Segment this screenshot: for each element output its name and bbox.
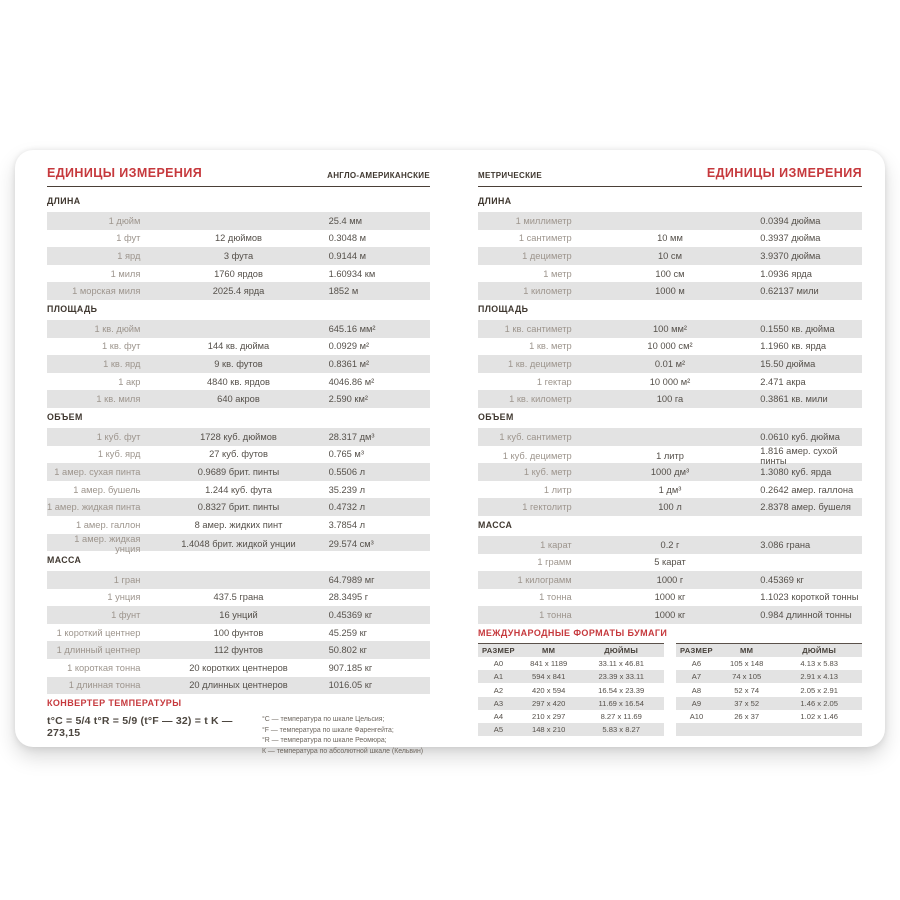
unit-cell: 1 кв. сантиметр	[504, 323, 572, 334]
mm-header-cell: ММ	[740, 645, 754, 655]
unit-cell: 1 кв. миля	[96, 394, 141, 405]
diary-spread	[15, 150, 885, 755]
table-row	[478, 247, 862, 265]
equivalent-cell: 20 длинных центнеров	[189, 680, 288, 691]
section-label: ДЛИНА	[478, 196, 512, 206]
inches-cell: 23.39 x 33.11	[598, 672, 644, 682]
table-row	[478, 212, 862, 230]
equivalent-cell: 8 амер. жидких пинт	[194, 519, 283, 530]
temperature-formula: t°C = 5/4 t°R = 5/9 (t°F — 32) = t K — 273,15	[47, 715, 233, 740]
value-cell: 2.8378 амер. бушеля	[760, 502, 851, 513]
size-cell: A7	[691, 672, 702, 682]
equivalent-cell: 5 карат	[654, 557, 686, 568]
right-page-subtitle: МЕТРИЧЕСКИЕ	[478, 171, 542, 180]
inches-header-cell: ДЮЙМЫ	[604, 645, 639, 655]
table-row	[47, 498, 430, 516]
table-row	[47, 212, 430, 230]
value-cell: 0.0929 м²	[328, 341, 370, 352]
equivalent-cell: 0.2 г	[660, 539, 680, 550]
conversion-table	[478, 320, 862, 408]
unit-cell: 1 тонна	[539, 610, 572, 621]
conversion-section	[47, 555, 430, 694]
table-row	[478, 320, 862, 338]
left-page-title: ЕДИНИЦЫ ИЗМЕРЕНИЯ	[47, 166, 203, 180]
table-row	[478, 606, 862, 624]
conversion-table	[478, 212, 862, 300]
equivalent-cell: 1.244 куб. фута	[205, 484, 272, 495]
value-cell: 1016.05 кг	[328, 680, 373, 691]
inches-cell: 33.11 x 46.81	[598, 659, 644, 669]
temperature-notes	[262, 715, 430, 757]
unit-cell: 1 морская миля	[72, 286, 141, 297]
paper-formats	[478, 628, 862, 736]
table-row	[478, 498, 862, 516]
unit-cell: 1 длинная тонна	[68, 680, 141, 691]
table-row	[47, 571, 430, 589]
conversion-table	[47, 428, 430, 554]
value-cell: 0.3937 дюйма	[760, 233, 821, 244]
unit-cell: 1 дюйм	[108, 215, 141, 226]
left-conversion-sections	[47, 196, 430, 694]
section-label: ОБЪЕМ	[478, 411, 514, 422]
equivalent-cell: 10 000 м²	[649, 376, 691, 387]
section-label: ПЛОЩАДЬ	[478, 303, 529, 314]
equivalent-cell: 100 га	[656, 394, 684, 405]
value-cell: 28.317 дм³	[328, 431, 375, 442]
value-cell: 0.4732 л	[328, 502, 366, 513]
table-row	[47, 390, 430, 408]
table-row	[47, 659, 430, 677]
mm-cell: 105 x 148	[729, 659, 764, 669]
value-cell: 0.8361 м²	[328, 358, 370, 369]
inches-cell: 1.46 x 2.05	[800, 698, 838, 708]
equivalent-cell: 3 фута	[223, 250, 254, 261]
size-header-cell: РАЗМЕР	[680, 645, 713, 655]
unit-cell: 1 кв. фут	[102, 341, 141, 352]
table-row	[47, 373, 430, 391]
size-cell: A1	[493, 672, 504, 682]
left-page-header	[47, 162, 430, 187]
unit-cell: 1 гран	[113, 574, 141, 585]
value-cell: 907.185 кг	[328, 662, 373, 673]
value-cell: 0.9144 м	[328, 250, 366, 261]
table-row	[478, 683, 664, 696]
value-cell: 64.7989 мг	[328, 574, 375, 585]
value-cell: 1.1960 кв. ярда	[760, 341, 827, 352]
table-row	[478, 265, 862, 283]
size-cell: A10	[689, 711, 704, 721]
value-cell: 0.62137 мили	[760, 286, 819, 297]
value-cell: 1852 м	[328, 286, 359, 297]
conversion-section	[478, 520, 862, 624]
inches-cell: 16.54 x 23.39	[598, 685, 645, 695]
equivalent-cell: 1 литр	[656, 450, 684, 461]
conversion-section	[47, 304, 430, 408]
equivalent-cell: 0.9689 брит. пинты	[197, 466, 280, 477]
table-row	[478, 697, 664, 710]
unit-cell: 1 акр	[118, 376, 141, 387]
unit-cell: 1 гектолитр	[522, 502, 572, 513]
unit-cell: 1 куб. дециметр	[502, 450, 572, 461]
mm-cell: 148 x 210	[531, 725, 566, 735]
conversion-table	[478, 428, 862, 516]
table-row	[478, 481, 862, 499]
equivalent-cell: 100 мм²	[652, 323, 687, 334]
unit-cell: 1 тонна	[539, 592, 572, 603]
value-cell: 0.2642 амер. галлона	[760, 484, 854, 495]
equivalent-cell: 100 см	[655, 268, 685, 279]
mm-cell: 841 x 1189	[530, 659, 568, 669]
temperature-note-fahrenheit: °F — температура по шкале Фаренгейта;	[262, 726, 394, 734]
right-conversion-sections	[478, 196, 862, 624]
unit-cell: 1 амер. галлон	[75, 519, 141, 530]
paper-formats-table-a6-a10	[676, 643, 862, 736]
unit-cell: 1 метр	[543, 268, 572, 279]
equivalent-cell: 437.5 грана	[213, 592, 264, 603]
temperature-note-reaumur: °R — температура по шкале Реомюра;	[262, 737, 387, 745]
value-cell: 4046.86 м²	[328, 376, 375, 387]
unit-cell: 1 кв. дециметр	[507, 358, 572, 369]
mm-cell: 420 x 594	[531, 685, 566, 695]
table-row	[47, 446, 430, 464]
unit-cell: 1 короткая тонна	[67, 662, 141, 673]
value-cell: 1.60934 км	[328, 268, 376, 279]
left-page	[47, 162, 430, 755]
equivalent-cell: 0.01 м²	[654, 358, 686, 369]
unit-cell: 1 литр	[543, 484, 572, 495]
unit-cell: 1 амер. бушель	[73, 484, 141, 495]
table-row	[676, 670, 862, 683]
conversion-section	[478, 304, 862, 408]
unit-cell: 1 амер. жидкая пинта	[47, 502, 141, 513]
table-row	[676, 657, 862, 670]
mm-header-cell: ММ	[542, 645, 556, 655]
table-row	[676, 723, 862, 736]
unit-cell: 1 амер. сухая пинта	[54, 466, 141, 477]
section-label: ДЛИНА	[47, 196, 81, 206]
table-row	[47, 463, 430, 481]
value-cell: 1.1023 короткой тонны	[760, 592, 859, 603]
value-cell: 29.574 см³	[328, 538, 374, 549]
left-page-subtitle: АНГЛО-АМЕРИКАНСКИЕ	[327, 171, 430, 180]
table-row	[47, 320, 430, 338]
value-cell: 3.7854 л	[328, 519, 366, 530]
unit-cell: 1 ярд	[117, 250, 141, 261]
table-row	[47, 481, 430, 499]
table-row	[478, 589, 862, 607]
table-row	[478, 643, 664, 657]
unit-cell: 1 куб. фут	[96, 431, 141, 442]
unit-cell: 1 миля	[110, 268, 141, 279]
size-cell: A5	[493, 725, 504, 735]
size-header-cell: РАЗМЕР	[482, 645, 515, 655]
unit-cell: 1 гектар	[536, 376, 572, 387]
size-cell: A4	[493, 711, 504, 721]
equivalent-cell: 112 фунтов	[213, 645, 263, 656]
conversion-section	[478, 196, 862, 300]
mm-cell: 37 x 52	[734, 698, 760, 708]
temperature-converter-body	[47, 715, 430, 757]
unit-cell: 1 кв. километр	[509, 394, 572, 405]
value-cell: 0.0394 дюйма	[760, 215, 821, 226]
paper-formats-title: МЕЖДУНАРОДНЫЕ ФОРМАТЫ БУМАГИ	[478, 627, 668, 638]
unit-cell: 1 карат	[540, 539, 572, 550]
equivalent-cell: 4840 кв. ярдов	[207, 376, 270, 387]
equivalent-cell: 100 фунтов	[213, 627, 264, 638]
section-label: МАССА	[478, 519, 513, 530]
value-cell: 35.239 л	[328, 484, 366, 495]
table-row	[478, 554, 862, 572]
value-cell: 1.816 амер. сухой пинты	[760, 445, 838, 466]
value-cell: 1.3080 куб. ярда	[760, 466, 832, 477]
section-label: ПЛОЩАДЬ	[47, 303, 98, 314]
table-row	[47, 230, 430, 248]
unit-cell: 1 килограмм	[517, 574, 572, 585]
value-cell: 645.16 мм²	[328, 323, 376, 334]
mm-cell: 26 x 37	[734, 711, 760, 721]
equivalent-cell: 12 дюймов	[214, 233, 262, 244]
conversion-section	[47, 196, 430, 300]
value-cell: 45.259 кг	[328, 627, 368, 638]
conversion-table	[478, 536, 862, 624]
value-cell: 0.45369 кг	[328, 610, 373, 621]
equivalent-cell: 1000 кг	[654, 592, 686, 603]
temperature-converter-title: КОНВЕРТЕР ТЕМПЕРАТУРЫ	[47, 698, 182, 709]
unit-cell: 1 короткий центнер	[56, 627, 141, 638]
unit-cell: 1 куб. метр	[523, 466, 572, 477]
value-cell: 50.802 кг	[328, 645, 368, 656]
table-row	[478, 463, 862, 481]
table-row	[478, 670, 664, 683]
size-cell: A6	[691, 659, 702, 669]
value-cell: 3.9370 дюйма	[760, 250, 821, 261]
table-row	[47, 624, 430, 642]
mm-cell: 594 x 841	[531, 672, 566, 682]
inches-header-cell: ДЮЙМЫ	[802, 645, 837, 655]
value-cell: 0.5506 л	[328, 466, 366, 477]
inches-cell: 5.83 x 8.27	[602, 725, 640, 735]
right-page	[478, 162, 862, 747]
table-row	[478, 710, 664, 723]
value-cell: 0.3861 кв. мили	[760, 394, 828, 405]
temperature-converter	[47, 698, 430, 757]
table-row	[676, 710, 862, 723]
unit-cell: 1 фут	[116, 233, 141, 244]
paper-formats-table-a0-a5	[478, 643, 664, 736]
section-label: МАССА	[47, 555, 82, 566]
unit-cell: 1 кв. дюйм	[94, 323, 141, 334]
right-page-header	[478, 162, 862, 187]
value-cell: 0.45369 кг	[760, 574, 804, 585]
unit-cell: 1 километр	[523, 286, 572, 297]
equivalent-cell: 0.8327 брит. пинты	[197, 502, 280, 513]
value-cell: 3.086 грана	[760, 539, 811, 550]
value-cell: 1.0936 ярда	[760, 268, 812, 279]
conversion-table	[47, 571, 430, 694]
table-row	[478, 536, 862, 554]
mm-cell: 52 x 74	[734, 685, 760, 695]
equivalent-cell: 1000 кг	[654, 610, 686, 621]
unit-cell: 1 кв. метр	[529, 341, 572, 352]
inches-cell: 8.27 x 11.69	[600, 711, 642, 721]
section-label: ОБЪЕМ	[47, 411, 83, 422]
unit-cell: 1 длинный центнер	[56, 645, 141, 656]
inches-cell: 1.02 x 1.46	[800, 711, 838, 721]
table-row	[676, 683, 862, 696]
equivalent-cell: 9 кв. футов	[214, 358, 263, 369]
value-cell: 0.0610 куб. дюйма	[760, 431, 840, 442]
unit-cell: 1 фунт	[111, 610, 141, 621]
temperature-note-celsius: °C — температура по шкале Цельсия;	[262, 716, 385, 724]
inches-cell: 2.05 x 2.91	[800, 685, 838, 695]
unit-cell: 1 миллиметр	[515, 215, 572, 226]
unit-cell: 1 сантиметр	[518, 233, 572, 244]
table-row	[478, 338, 862, 356]
table-row	[47, 428, 430, 446]
table-row	[478, 446, 862, 464]
table-row	[478, 428, 862, 446]
mm-cell: 74 x 105	[732, 672, 762, 682]
table-row	[47, 589, 430, 607]
unit-cell: 1 кв. ярд	[103, 358, 141, 369]
mm-cell: 297 x 420	[531, 698, 566, 708]
table-row	[478, 723, 664, 736]
equivalent-cell: 1728 куб. дюймов	[200, 431, 277, 442]
value-cell: 0.765 м³	[328, 449, 364, 460]
equivalent-cell: 1.4048 брит. жидкой унции	[181, 538, 296, 549]
inches-cell: 11.69 x 16.54	[598, 698, 644, 708]
value-cell: 15.50 дюйма	[760, 358, 816, 369]
value-cell: 25.4 мм	[328, 215, 363, 226]
unit-cell: 1 куб. ярд	[97, 449, 141, 460]
equivalent-cell: 10 мм	[657, 233, 683, 244]
equivalent-cell: 100 л	[658, 502, 682, 513]
table-row	[47, 265, 430, 283]
paper-formats-tables	[478, 643, 862, 736]
table-row	[478, 571, 862, 589]
value-cell: 0.984 длинной тонны	[760, 610, 852, 621]
table-row	[676, 643, 862, 657]
equivalent-cell: 10 000 см²	[647, 341, 693, 352]
value-cell: 2.471 акра	[760, 376, 806, 387]
unit-cell: 1 унция	[107, 592, 141, 603]
table-row	[47, 282, 430, 300]
size-cell: A8	[691, 685, 702, 695]
table-row	[47, 534, 430, 552]
equivalent-cell: 2025.4 ярда	[212, 286, 265, 297]
size-cell: A2	[493, 685, 504, 695]
table-row	[47, 247, 430, 265]
unit-cell: 1 куб. сантиметр	[499, 431, 572, 442]
right-page-title: ЕДИНИЦЫ ИЗМЕРЕНИЯ	[706, 166, 862, 180]
value-cell: 28.3495 г	[328, 592, 369, 603]
table-row	[47, 606, 430, 624]
table-row	[478, 230, 862, 248]
size-cell: A3	[493, 698, 504, 708]
temperature-note-kelvin: К — температура по абсолютной шкале (Кельвин)	[262, 747, 424, 755]
table-row	[47, 355, 430, 373]
equivalent-cell: 1000 м	[655, 286, 685, 297]
equivalent-cell: 1 дм³	[658, 484, 682, 495]
conversion-section	[47, 411, 430, 554]
equivalent-cell: 1760 ярдов	[214, 268, 263, 279]
value-cell: 0.3048 м	[328, 233, 366, 244]
equivalent-cell: 640 акров	[217, 394, 260, 405]
table-row	[478, 390, 862, 408]
table-row	[47, 677, 430, 695]
table-row	[47, 338, 430, 356]
unit-cell: 1 грамм	[537, 557, 572, 568]
equivalent-cell: 1000 дм³	[650, 466, 690, 477]
table-row	[478, 373, 862, 391]
equivalent-cell: 20 коротких центнеров	[189, 662, 288, 673]
table-row	[478, 657, 664, 670]
mm-cell: 210 x 297	[531, 711, 566, 721]
table-row	[47, 641, 430, 659]
equivalent-cell: 1000 г	[656, 574, 684, 585]
table-row	[47, 516, 430, 534]
unit-cell: 1 амер. жидкая унция	[74, 533, 141, 554]
equivalent-cell: 144 кв. дюйма	[207, 341, 270, 352]
inches-cell: 2.91 x 4.13	[800, 672, 838, 682]
value-cell: 2.590 км²	[328, 394, 368, 405]
table-row	[478, 355, 862, 373]
equivalent-cell: 10 см	[658, 250, 682, 261]
table-row	[478, 282, 862, 300]
inches-cell: 4.13 x 5.83	[800, 659, 838, 669]
equivalent-cell: 27 куб. футов	[209, 449, 268, 460]
table-row	[676, 697, 862, 710]
size-cell: A9	[691, 698, 702, 708]
equivalent-cell: 16 унций	[219, 610, 258, 621]
value-cell: 0.1550 кв. дюйма	[760, 323, 835, 334]
conversion-section	[478, 412, 862, 516]
conversion-table	[47, 320, 430, 408]
size-cell: A0	[493, 659, 504, 669]
conversion-table	[47, 212, 430, 300]
unit-cell: 1 дециметр	[522, 250, 572, 261]
